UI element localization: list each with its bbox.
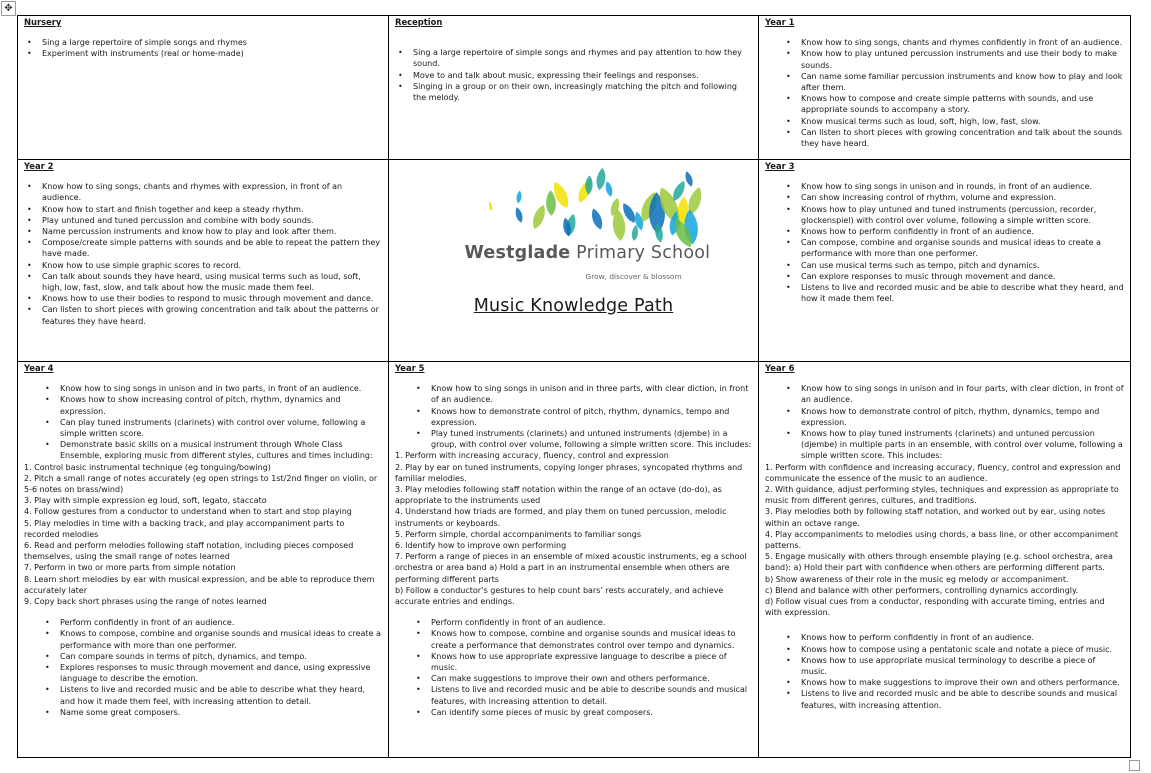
- cell-year4: [18, 362, 389, 758]
- nursery-list: [24, 37, 382, 59]
- leaf-icon: [604, 181, 614, 198]
- year1-list: [765, 37, 1124, 149]
- cell-year3: [759, 160, 1131, 362]
- bullet-item: • Experiment with instruments (real or home-made): [42, 48, 382, 59]
- school-name-rest: Primary School: [576, 243, 711, 263]
- cell-year5: [389, 362, 759, 758]
- bullet-item: • Knows to compose, combine and organise sounds and musical ideas to create a performance with more than one performer.: [60, 628, 382, 650]
- leaf-icon: [529, 203, 547, 230]
- knowledge-path-table: [17, 15, 1131, 758]
- bullet-item: • Listens to live and recorded music and be able to describe what they heard, and how it made them feel.: [801, 282, 1124, 304]
- table-move-handle-icon[interactable]: ✥: [1, 1, 16, 16]
- bullet-item: • Know musical terms such as loud, soft, high, low, fast, slow.: [801, 116, 1124, 127]
- school-name: [464, 243, 711, 263]
- year5-numbered-list: [395, 450, 752, 607]
- bullet-item: • Perform confidently in front of an audience.: [431, 617, 752, 628]
- heading-year5: Year 5: [395, 363, 425, 373]
- cell-nursery: [18, 16, 389, 160]
- bullet-item: • Play untuned and tuned percussion and combine with body sounds.: [42, 215, 382, 226]
- bullet-item: • Know how to play untuned percussion instruments and use their body to make sounds.: [801, 48, 1124, 70]
- heading-reception: Reception: [395, 17, 443, 27]
- bullet-item: • Knows how to make suggestions to improve their own and others performance.: [801, 677, 1124, 688]
- numbered-item: 2. Play by ear on tuned instruments, copying longer phrases, syncopated rhythms and familiar melodies.: [395, 462, 743, 483]
- bullet-item: • Can listen to short pieces with growing concentration and talk about the sounds they have heard.: [801, 127, 1124, 149]
- year4-list: [24, 383, 382, 461]
- numbered-item: 7. Perform in two or more parts from simple notation: [24, 563, 236, 573]
- numbered-item: 6. Read and perform melodies following staff notation, including pieces composed themselves, using the small range of notes learned: [24, 541, 354, 562]
- bullet-item: • Knows how to play tuned instruments (clarinets) and untuned percussion (djembe) in multiple parts in an ensemble, with control over volume, following a simple written score. This includes:: [801, 428, 1124, 462]
- bullet-item: • Can use musical terms such as tempo, pitch and dynamics.: [801, 260, 1124, 271]
- leaf-icon: [513, 206, 523, 223]
- bullet-item: • Know how to sing songs in unison and in two parts, in front of an audience.: [60, 383, 382, 394]
- bullet-item: • Know how to start and finish together and keep a steady rhythm.: [42, 204, 382, 215]
- year6-list-2: [765, 632, 1124, 710]
- bullet-item: • Can compose, combine and organise sounds and musical ideas to create a performance with more than one performer.: [801, 237, 1124, 259]
- bullet-item: • Knows how to show increasing control of pitch, rhythm, dynamics and expression.: [60, 394, 382, 416]
- bullet-item: • Knows how to perform confidently in front of an audience.: [801, 632, 1124, 643]
- bullet-item: • Knows how to use appropriate expressive language to describe a piece of music.: [431, 651, 752, 673]
- numbered-item: 2. Pitch a small range of notes accurately (eg open strings to 1st/2nd finger on violin, or 5-6 notes on brass/wind): [24, 473, 378, 495]
- document-title: Music Knowledge Path: [473, 296, 674, 316]
- leaf-icon: [630, 225, 638, 242]
- bullet-item: • Knows how to demonstrate control of pitch, rhythm, dynamics, tempo and expression.: [801, 406, 1124, 428]
- bullet-item: • Can identify some pieces of music by great composers.: [431, 707, 752, 718]
- bullet-item: • Can explore responses to music through movement and dance.: [801, 271, 1124, 282]
- numbered-item: 3. Play melodies both by following staff notation, and worked out by ear, using notes within an octave range.: [765, 507, 1106, 528]
- bullet-item: • Compose/create simple patterns with sounds and be able to repeat the pattern they have made.: [42, 237, 382, 259]
- bullet-item: • Can talk about sounds they have heard, using musical terms such as loud, soft, high, low, fast, slow, and talk about how the music made them feel.: [42, 271, 382, 293]
- numbered-item: c) Blend and balance with other performers, controlling dynamics accordingly.: [765, 585, 1079, 595]
- bullet-item: • Move to and talk about music, expressing their feelings and responses.: [413, 70, 752, 81]
- year5-list: [395, 383, 752, 450]
- numbered-item: 9. Copy back short phrases using the range of notes learned: [24, 597, 267, 607]
- bullet-item: • Explores responses to music through movement and dance, using expressive language to describe the emotion.: [60, 662, 382, 684]
- bullet-item: • Know how to sing songs, chants and rhymes with expression, in front of an audience.: [42, 181, 382, 203]
- bullet-item: • Can make suggestions to improve their own and others performance.: [431, 673, 752, 684]
- heading-year1: Year 1: [765, 17, 795, 27]
- numbered-item: 1. Perform with confidence and increasing accuracy, fluency, control and expression and communicate the essence of the music to an audience.: [765, 462, 1121, 483]
- bullet-item: • Can listen to short pieces with growing concentration and talk about the patterns or features they have heard.: [42, 304, 382, 326]
- school-logo: [429, 167, 719, 285]
- bullet-item: • Knows how to use appropriate musical terminology to describe a piece of music.: [801, 655, 1124, 677]
- bullet-item: • Name percussion instruments and know how to play and look after them.: [42, 226, 382, 237]
- reception-list: [395, 47, 752, 103]
- cell-year2: [18, 160, 389, 362]
- numbered-item: 3. Play melodies following staff notation within the range of an octave (do-do), as appropriate to the instruments used: [395, 485, 722, 506]
- numbered-item: b) Follow a conductor’s gestures to help count bars’ rests accurately, and achieve accurate entries and endings.: [395, 585, 724, 607]
- bullet-item: • Knows how to demonstrate control of pitch, rhythm, dynamics, tempo and expression.: [431, 406, 752, 428]
- bullet-item: • Sing a large repertoire of simple songs and rhymes and pay attention to how they sound.: [413, 47, 752, 69]
- year4-list-2: [24, 617, 382, 718]
- table-resize-handle[interactable]: [1129, 760, 1140, 771]
- bullet-item: • Can play tuned instruments (clarinets) with control over volume, following a simple written score.: [60, 417, 382, 439]
- bullet-item: • Name some great composers.: [60, 707, 382, 718]
- leaf-icon: [545, 190, 556, 216]
- bullet-item: • Know how to sing songs in unison and in three parts, with clear diction, in front of an audience.: [431, 383, 752, 405]
- numbered-item: 5. Play melodies in time with a backing track, and play accompaniment parts to recorded melodies: [24, 518, 345, 539]
- leaf-icon: [489, 198, 494, 212]
- cell-reception: [389, 16, 759, 160]
- cell-year6: [759, 362, 1131, 758]
- year5-list-2: [395, 617, 752, 718]
- cell-title: [389, 160, 759, 362]
- leaf-icon: [515, 190, 521, 203]
- numbered-item: 2. With guidance, adjust performing styles, techniques and expression as appropriate to music from different genres, cultures, and traditions.: [765, 485, 1119, 506]
- bullet-item: • Sing a large repertoire of simple songs and rhymes: [42, 37, 382, 48]
- numbered-item: 4. Understand how triads are formed, and play them on tuned percussion, melodic instruments or keyboards.: [395, 507, 727, 528]
- bullet-item: • Knows how to compose, combine and organise sounds and musical ideas to create a performance that demonstrates control over tempo and dynamics.: [431, 628, 752, 650]
- numbered-item: 4. Play accompaniments to melodies using chords, a bass line, or other accompaniment patterns.: [765, 529, 1119, 551]
- leaves-logo-icon: [489, 167, 709, 249]
- bullet-item: • Perform confidently in front of an audience.: [60, 617, 382, 628]
- bullet-item: • Play tuned instruments (clarinets) and untuned instruments (djembe) in a group, with control over volume, following a simple written score. This includes:: [431, 428, 752, 450]
- bullet-item: • Listens to live and recorded music and be able to describe sounds and musical features, with increasing attention to detail.: [431, 684, 752, 706]
- bullet-item: • Can show increasing control of rhythm, volume and expression.: [801, 192, 1124, 203]
- bullet-item: • Knows how to play untuned and tuned instruments (percussion, recorder, glockenspiel) with control over volume, following a simple written score.: [801, 204, 1124, 226]
- bullet-item: • Listens to live and recorded music and be able to describe sounds and musical features, with increasing attention.: [801, 688, 1124, 710]
- heading-year4: Year 4: [24, 363, 54, 373]
- school-tagline: Grow, discover & blossom: [585, 272, 682, 281]
- school-name-bold: Westglade: [464, 243, 571, 263]
- numbered-item: 5. Engage musically with others through ensemble playing (e.g. school orchestra, area band): a) Hold their part with confidence when others are performing different parts.: [765, 552, 1113, 573]
- bullet-item: • Knows how to use their bodies to respond to music through movement and dance.: [42, 293, 382, 304]
- leaf-icon: [595, 167, 607, 190]
- bullet-item: • Knows how to compose and create simple patterns with sounds, and use appropriate sounds to accompany a story.: [801, 93, 1124, 115]
- heading-year2: Year 2: [24, 161, 54, 171]
- heading-year6: Year 6: [765, 363, 795, 373]
- numbered-item: 1. Control basic instrumental technique (eg tonguing/bowing): [24, 462, 271, 472]
- year6-list: [765, 383, 1124, 461]
- numbered-item: d) Follow visual cues from a conductor, responding with accurate timing, entries and with expression.: [765, 597, 1105, 618]
- year2-list: [24, 181, 382, 327]
- year3-list: [765, 181, 1124, 304]
- bullet-item: • Singing in a group or on their own, increasingly matching the pitch and following the melody.: [413, 81, 752, 103]
- year4-numbered-list: [24, 462, 382, 608]
- numbered-item: 7. Perform a range of pieces in an ensemble of mixed acoustic instruments, eg a school orchestra or area band a) Hold a part in an instrumental ensemble when others are performing different parts: [395, 552, 747, 584]
- bullet-item: • Can compare sounds in terms of pitch, dynamics, and tempo.: [60, 651, 382, 662]
- bullet-item: • Knows how to compose using a pentatonic scale and notate a piece of music.: [801, 644, 1124, 655]
- numbered-item: 8. Learn short melodies by ear with musical expression, and be able to reproduce them accurately later: [24, 574, 375, 595]
- bullet-item: • Know how to sing songs in unison and in rounds, in front of an audience.: [801, 181, 1124, 192]
- heading-year3: Year 3: [765, 161, 795, 171]
- numbered-item: 6. Identify how to improve own performing: [395, 541, 567, 551]
- numbered-item: 4. Follow gestures from a conductor to understand when to start and stop playing: [24, 507, 352, 517]
- bullet-item: • Can name some familiar percussion instruments and know how to play and look after them.: [801, 71, 1124, 93]
- bullet-item: • Knows how to perform confidently in front of an audience.: [801, 226, 1124, 237]
- numbered-item: 3. Play with simple expression eg loud, soft, legato, staccato: [24, 496, 267, 506]
- leaf-icon: [683, 170, 694, 187]
- bullet-item: • Demonstrate basic skills on a musical instrument through Whole Class Ensemble, exploring music from different styles, cultures and times including:: [60, 439, 382, 461]
- bullet-item: • Know how to sing songs, chants and rhymes confidently in front of an audience.: [801, 37, 1124, 48]
- bullet-item: • Listens to live and recorded music and be able to describe what they heard, and how it made them feel, with increasing attention to detail.: [60, 684, 382, 706]
- year6-numbered-list: [765, 462, 1124, 619]
- numbered-item: 5. Perform simple, chordal accompaniments to familiar songs: [395, 529, 642, 539]
- bullet-item: • Know how to sing songs in unison and in four parts, with clear diction, in front of an audience.: [801, 383, 1124, 405]
- leaf-icon: [589, 207, 605, 231]
- numbered-item: b) Show awareness of their role in the music eg melody or accompaniment.: [765, 574, 1069, 584]
- cell-year1: [759, 16, 1131, 160]
- heading-nursery: Nursery: [24, 17, 62, 27]
- bullet-item: • Know how to use simple graphic scores to record.: [42, 260, 382, 271]
- numbered-item: 1. Perform with increasing accuracy, fluency, control and expression: [395, 451, 669, 461]
